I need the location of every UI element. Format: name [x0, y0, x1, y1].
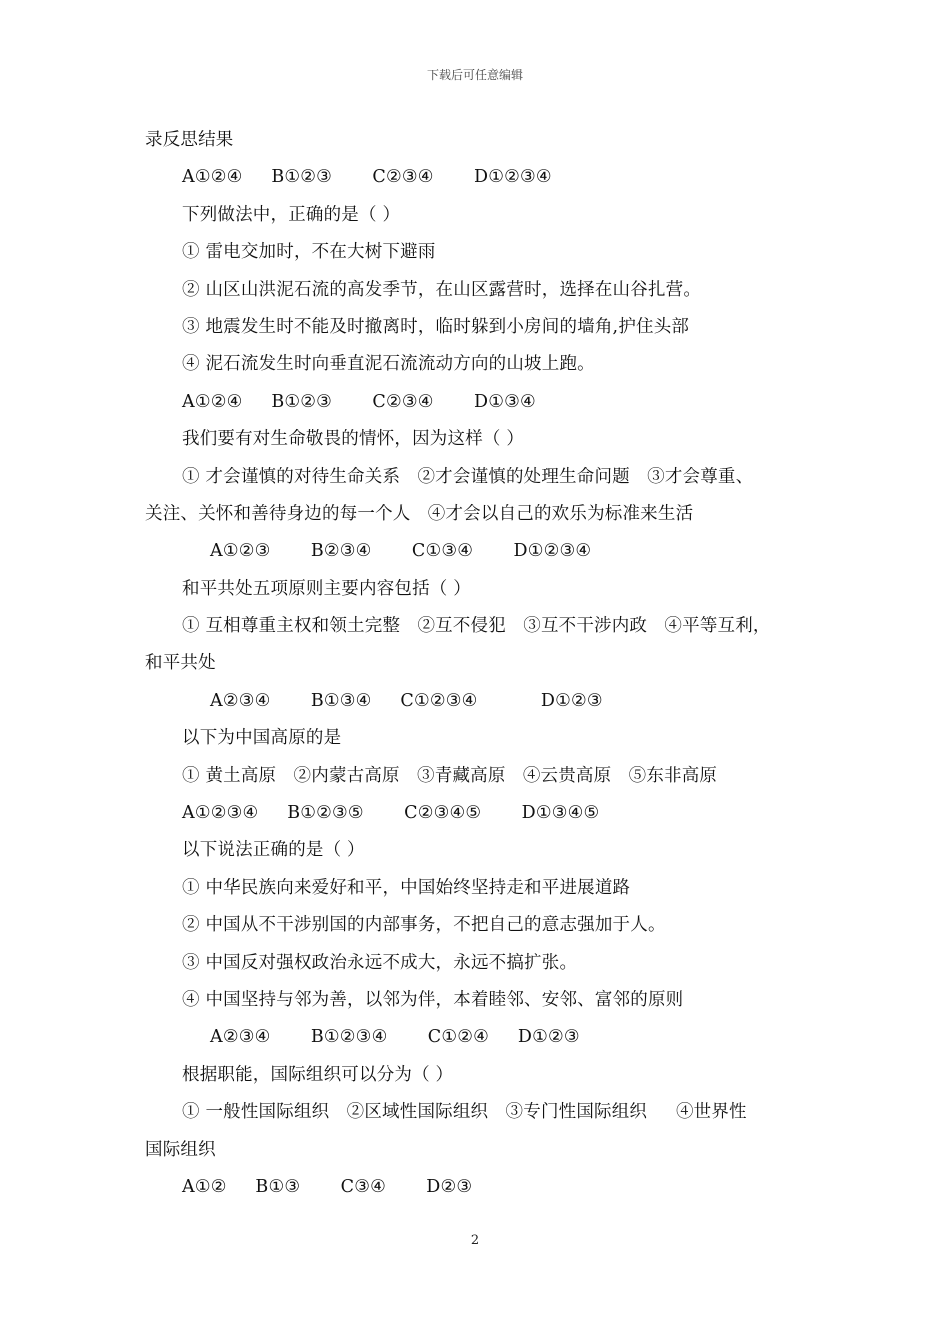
text-line: ④ 中国坚持与邻为善，以邻为伴，本着睦邻、安邻、富邻的原则: [182, 989, 684, 1010]
text-line: ② 中国从不干涉别国的内部事务，不把自己的意志强加于人。: [182, 915, 666, 936]
text-line: 国际组织: [145, 1139, 216, 1160]
text-line: 和平共处: [145, 653, 216, 674]
text-line: ② 山区山洪泥石流的高发季节，在山区露营时，选择在山谷扎营。: [182, 279, 702, 300]
text-line: A①②③④ B①②③⑤ C②③④⑤ D①③④⑤: [182, 803, 600, 824]
text-line: A②③④ B①③④ C①②③④ D①②③: [210, 690, 603, 711]
text-line: A②③④ B①②③④ C①②④ D①②③: [210, 1027, 580, 1048]
text-line: 和平共处五项原则主要内容包括（ ）: [182, 578, 471, 599]
text-line: A①②③ B②③④ C①③④ D①②③④: [210, 541, 592, 562]
text-line: ① 中华民族向来爱好和平，中国始终坚持走和平进展道路: [182, 877, 631, 898]
text-line: ③ 地震发生时不能及时撤离时，临时躲到小房间的墙角,护住头部: [182, 316, 690, 337]
text-line: 以下说法正确的是（ ）: [182, 840, 365, 861]
text-line: 录反思结果: [145, 130, 234, 150]
text-line: 以下为中国高原的是: [182, 728, 342, 749]
text-line: 下列做法中，正确的是（ ）: [182, 204, 401, 225]
text-line: ① 互相尊重主权和领土完整 ②互不侵犯 ③互不干涉内政 ④平等互利，: [182, 616, 771, 637]
text-line: A①②④ B①②③ C②③④ D①③④: [182, 391, 536, 412]
text-line: A①②④ B①②③ C②③④ D①②③④: [182, 167, 552, 188]
text-line: ④ 泥石流发生时向垂直泥石流流动方向的山坡上跑。: [182, 354, 595, 375]
text-line: ① 雷电交加时，不在大树下避雨: [182, 242, 436, 263]
text-line: 我们要有对生命敬畏的情怀，因为这样（ ）: [182, 429, 525, 450]
text-line: ① 一般性国际组织 ②区域性国际组织 ③专门性国际组织 ④世界性: [182, 1102, 747, 1123]
page-header: 下载后可任意编辑: [426, 68, 523, 82]
text-line: A①② B①③ C③④ D②③: [182, 1176, 473, 1197]
document-body: [145, 122, 810, 1206]
page-number: 2: [470, 1233, 480, 1248]
text-line: ③ 中国反对强权政治永远不成大，永远不搞扩张。: [182, 952, 578, 973]
text-line: ① 黄土高原 ②内蒙古高原 ③青藏高原 ④云贵高原 ⑤东非高原: [182, 765, 718, 786]
text-line: 关注、关怀和善待身边的每一个人 ④才会以自己的欢乐为标准来生活: [145, 503, 694, 524]
text-line: ① 才会谨慎的对待生命关系 ②才会谨慎的处理生命问题 ③才会尊重、: [182, 466, 754, 487]
text-line: 根据职能，国际组织可以分为（ ）: [182, 1064, 454, 1085]
